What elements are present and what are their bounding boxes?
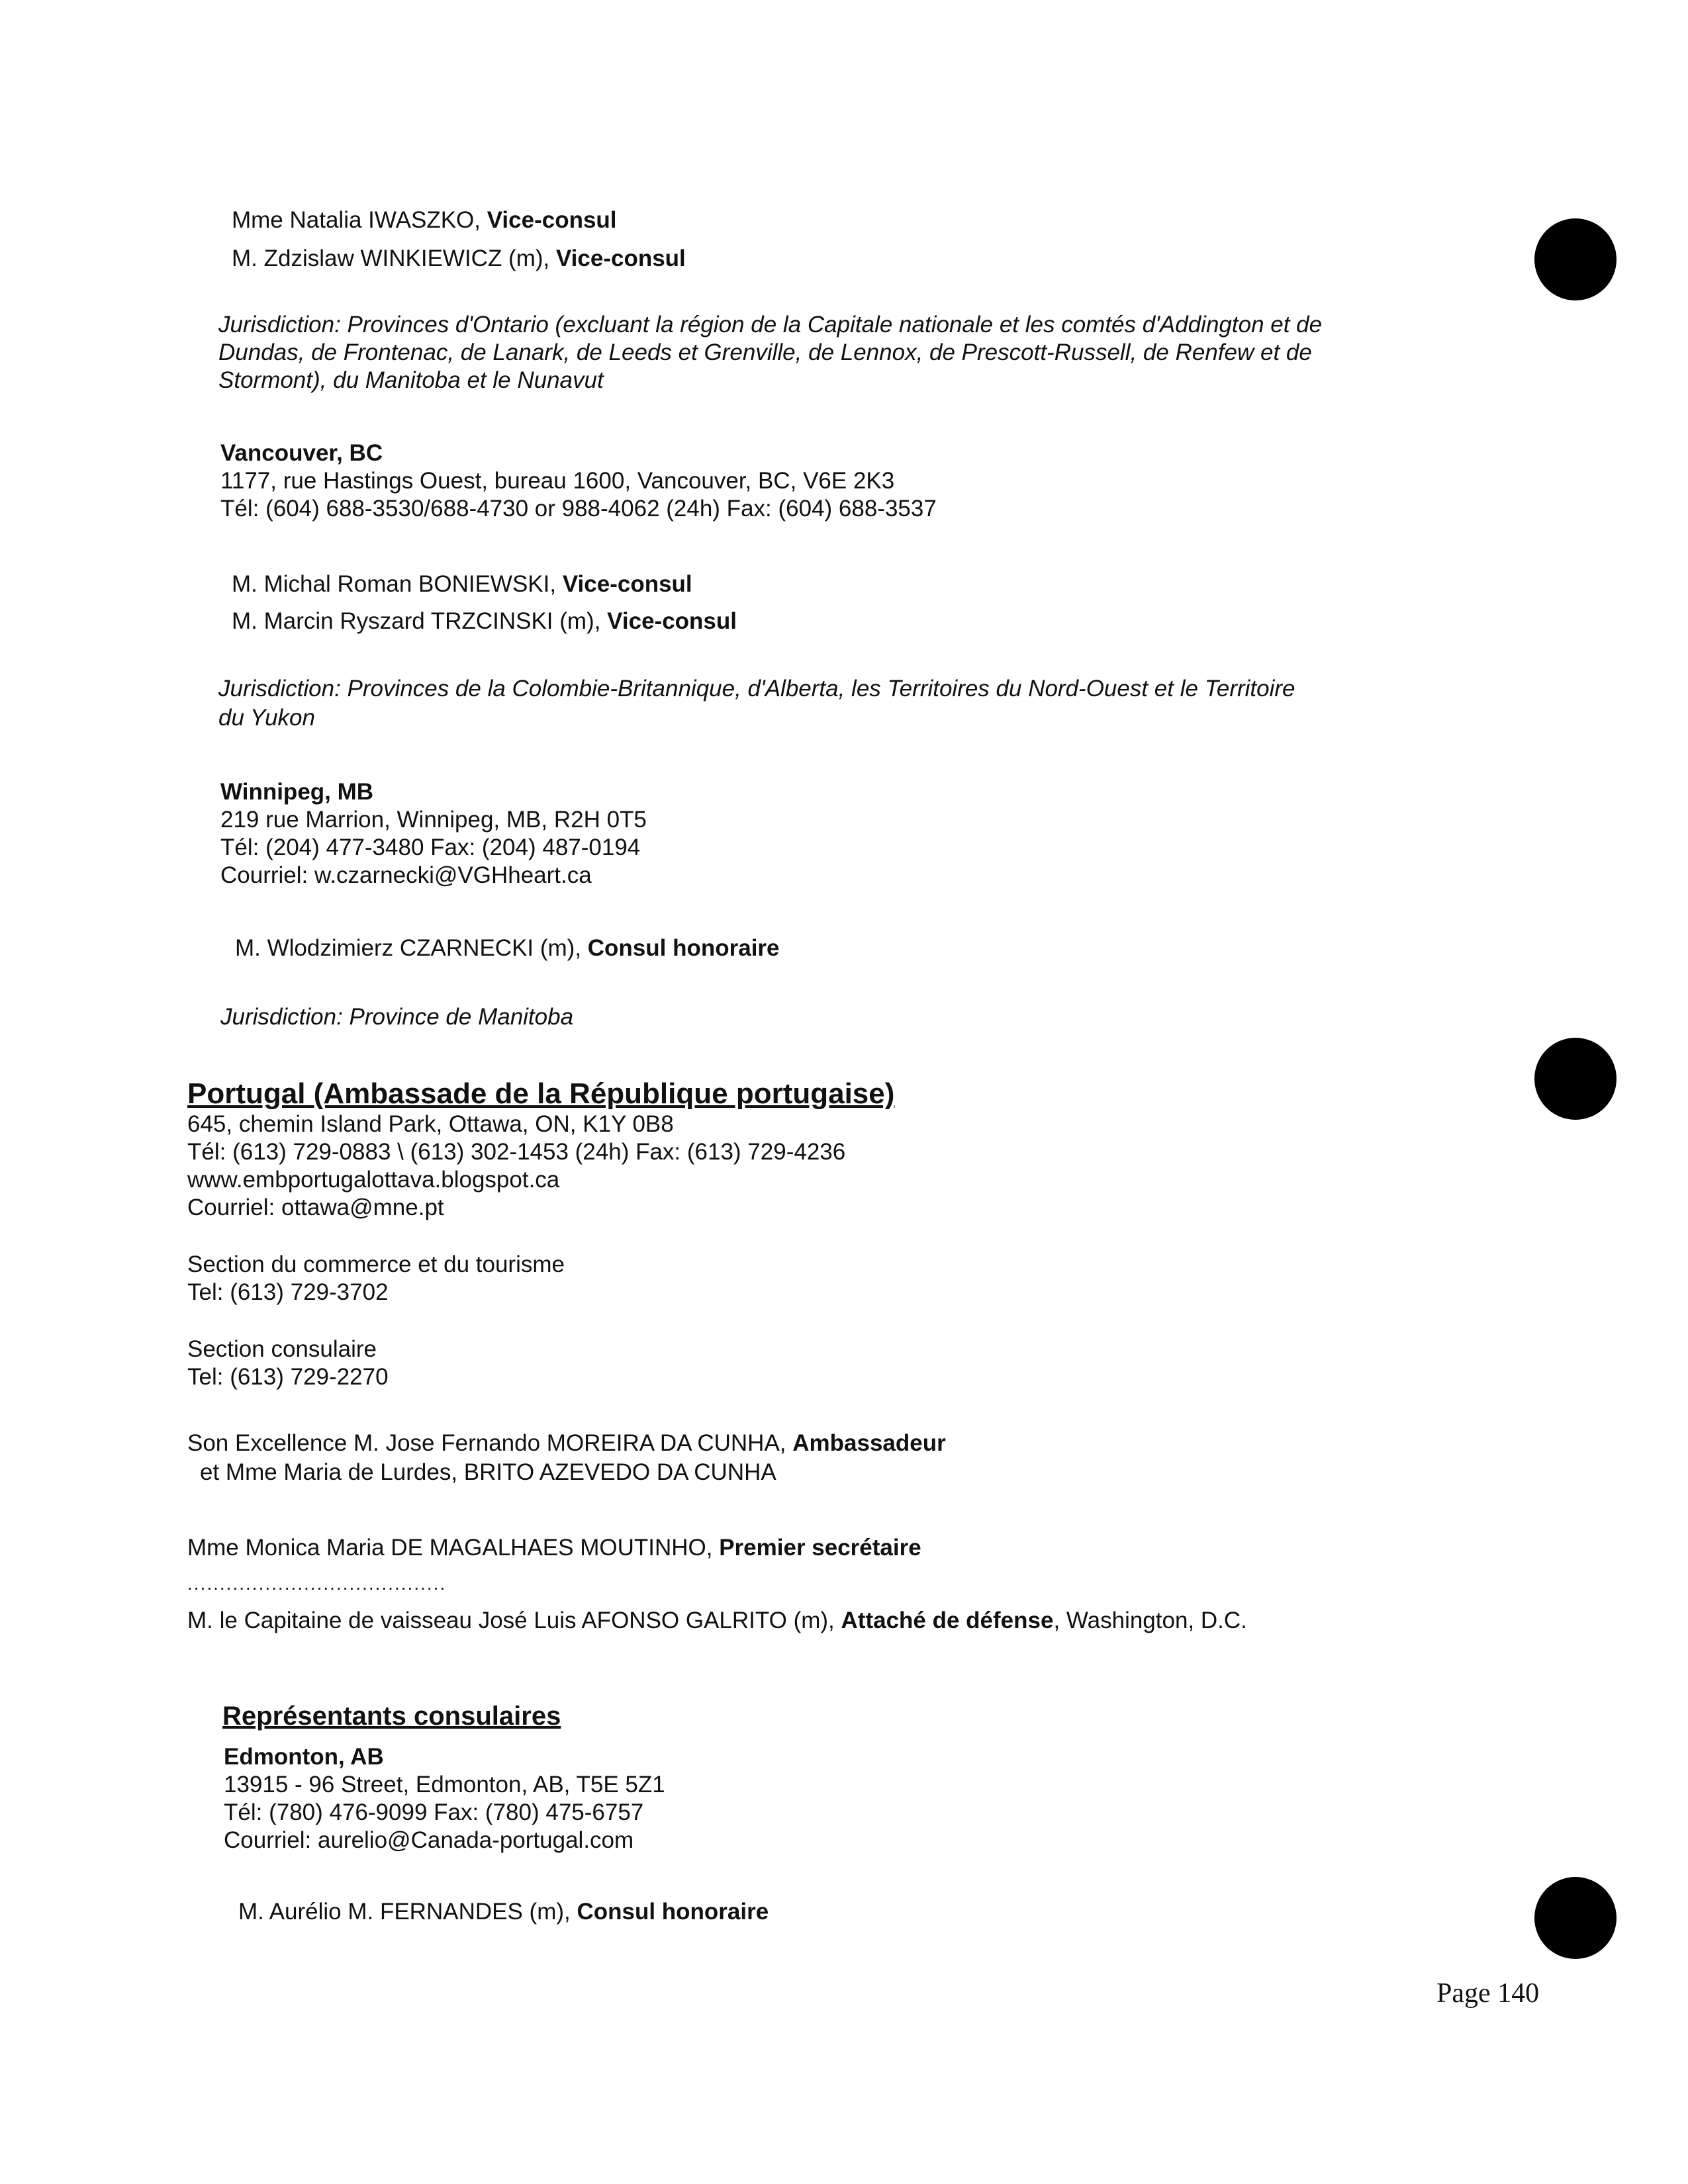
city-heading: Edmonton, AB: [224, 1744, 384, 1770]
phone: Tél: (604) 688-3530/688-4730 or 988-4062 (24h) Fax: (604) 688-3537: [220, 496, 937, 522]
staff-line: [232, 206, 617, 234]
staff-title: Consul honoraire: [577, 1899, 769, 1925]
phone: Tel: (613) 729-3702: [187, 1279, 389, 1305]
staff-line: [187, 1430, 946, 1457]
page-number: Page 140: [1436, 1978, 1540, 2009]
staff-title: Consul honoraire: [587, 935, 780, 961]
staff-name: Son Excellence M. Jose Fernando MOREIRA DA CUNHA,: [187, 1430, 793, 1456]
country-heading: Portugal (Ambassade de la République portugaise): [187, 1077, 895, 1110]
staff-line: [232, 570, 692, 598]
staff-name: M. Marcin Ryszard TRZCINSKI (m),: [232, 608, 608, 634]
city-heading: Vancouver, BC: [220, 440, 383, 466]
section-label: Section du commerce et du tourisme: [187, 1251, 565, 1277]
jurisdiction-line: Jurisdiction: Provinces de la Colombie-Britannique, d'Alberta, les Territoires du Nord-Ouest et le Territoire: [218, 676, 1295, 702]
staff-name: M. Zdzislaw WINKIEWICZ (m),: [232, 246, 556, 271]
section-heading: Représentants consulaires: [222, 1702, 561, 1731]
email: Courriel: aurelio@Canada-portugal.com: [224, 1827, 634, 1853]
phone: Tel: (613) 729-2270: [187, 1364, 389, 1390]
staff-title: Vice-consul: [555, 246, 686, 271]
staff-title: Vice-consul: [487, 207, 617, 233]
section-label: Section consulaire: [187, 1336, 377, 1362]
staff-location: , Washington, D.C.: [1053, 1608, 1247, 1633]
jurisdiction-line: Dundas, de Frontenac, de Lanark, de Leeds et Grenville, de Lennox, de Prescott-Russell, de Renfew et de: [218, 340, 1312, 365]
staff-title: Premier secrétaire: [719, 1535, 921, 1561]
staff-line: [238, 1898, 769, 1926]
separator: ........................................: [187, 1573, 447, 1594]
staff-title: Vice-consul: [562, 571, 692, 597]
staff-title: Ambassadeur: [792, 1430, 946, 1456]
website: www.embportugalottava.blogspot.ca: [187, 1167, 560, 1193]
spouse-line: et Mme Maria de Lurdes, BRITO AZEVEDO DA CUNHA: [200, 1459, 776, 1485]
phone: Tél: (204) 477-3480 Fax: (204) 487-0194: [220, 835, 641, 860]
phone: Tél: (613) 729-0883 \ (613) 302-1453 (24h) Fax: (613) 729-4236: [187, 1139, 846, 1165]
staff-name: Mme Monica Maria DE MAGALHAES MOUTINHO,: [187, 1535, 720, 1561]
staff-title: Attaché de défense: [841, 1608, 1054, 1633]
staff-line: [232, 245, 686, 273]
staff-title: Vice-consul: [607, 608, 737, 634]
staff-line: [187, 1607, 1247, 1635]
staff-name: M. Michal Roman BONIEWSKI,: [232, 571, 563, 597]
address: 13915 - 96 Street, Edmonton, AB, T5E 5Z1: [224, 1772, 665, 1797]
jurisdiction-line: Stormont), du Manitoba et le Nunavut: [218, 367, 604, 393]
email: Courriel: w.czarnecki@VGHheart.ca: [220, 862, 592, 888]
jurisdiction-line: Jurisdiction: Province de Manitoba: [220, 1004, 574, 1030]
staff-name: M. Wlodzimierz CZARNECKI (m),: [235, 935, 588, 961]
address: 1177, rue Hastings Ouest, bureau 1600, Vancouver, BC, V6E 2K3: [220, 468, 895, 494]
staff-name: M. Aurélio M. FERNANDES (m),: [238, 1899, 577, 1925]
staff-name: M. le Capitaine de vaisseau José Luis AFONSO GALRITO (m),: [187, 1608, 841, 1633]
email: Courriel: ottawa@mne.pt: [187, 1195, 444, 1220]
staff-line: [187, 1534, 921, 1562]
city-heading: Winnipeg, MB: [220, 779, 374, 805]
punch-hole-bottom: [1534, 1877, 1617, 1959]
punch-hole-middle: [1534, 1038, 1617, 1120]
staff-line: [235, 934, 780, 962]
staff-name: Mme Natalia IWASZKO,: [232, 207, 487, 233]
staff-line: [232, 608, 737, 635]
address: 645, chemin Island Park, Ottawa, ON, K1Y 0B8: [187, 1111, 674, 1137]
jurisdiction-line: Jurisdiction: Provinces d'Ontario (excluant la région de la Capitale nationale et les comtés d'Addington et de: [218, 312, 1323, 338]
jurisdiction-line: du Yukon: [218, 705, 315, 731]
phone: Tél: (780) 476-9099 Fax: (780) 475-6757: [224, 1799, 644, 1825]
address: 219 rue Marrion, Winnipeg, MB, R2H 0T5: [220, 807, 647, 833]
punch-hole-top: [1534, 218, 1617, 300]
